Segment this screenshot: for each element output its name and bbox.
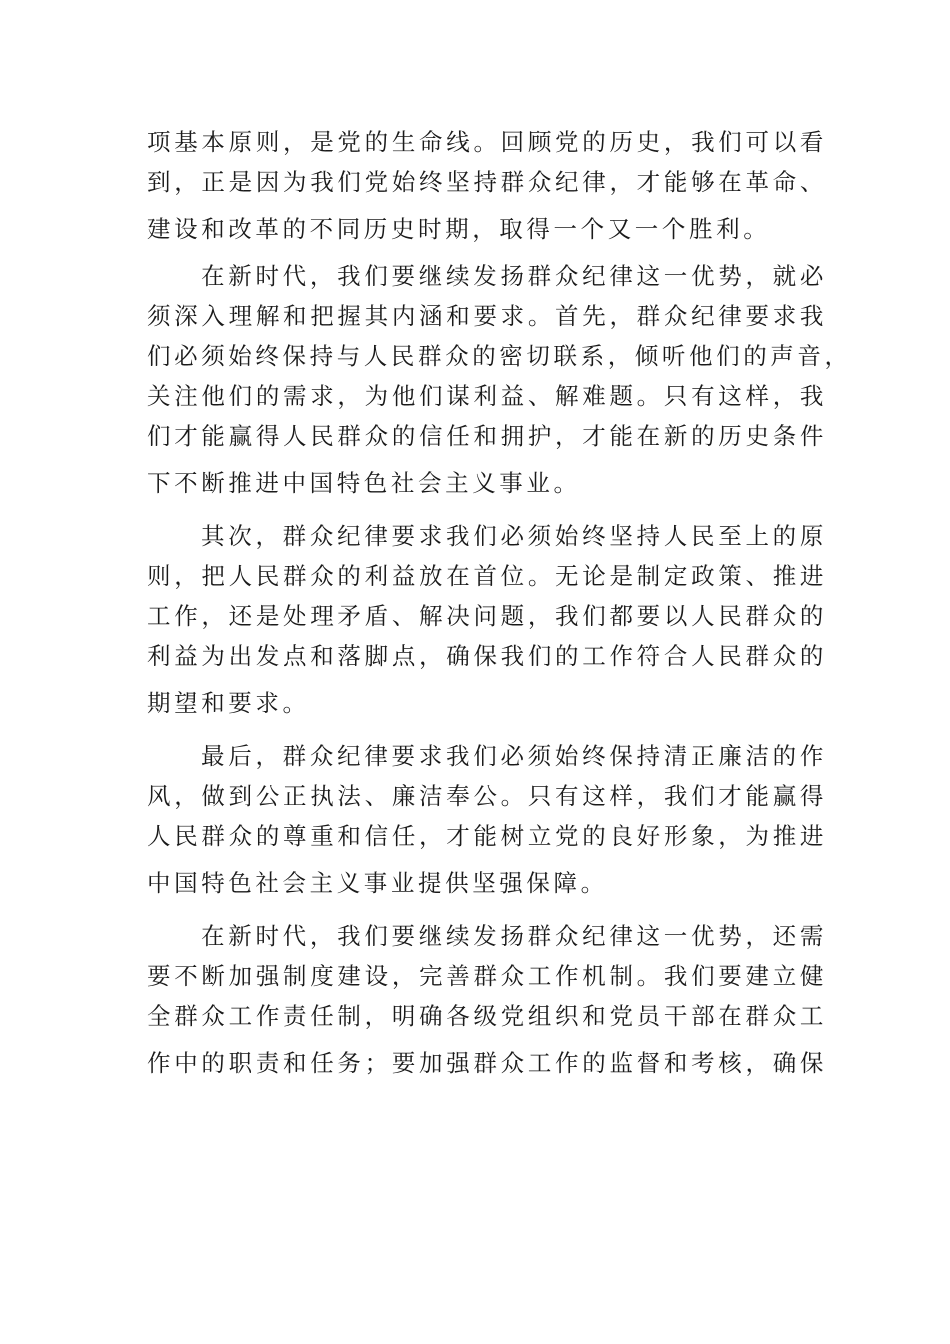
text-line: 下不断推进中国特色社会主义事业。 — [147, 469, 581, 497]
paragraph-5 — [147, 916, 827, 1083]
text-line: 期望和要求。 — [147, 689, 310, 717]
text-line: 要不断加强制度建设，完善群众工作机制。我们要建立健 — [147, 962, 827, 990]
text-line: 们才能赢得人民群众的信任和拥护，才能在新的历史条件 — [147, 422, 827, 450]
text-line: 中国特色社会主义事业提供坚强保障。 — [147, 869, 608, 897]
document-body — [147, 122, 852, 1083]
text-line: 关注他们的需求，为他们谋利益、解难题。只有这样，我 — [147, 382, 827, 410]
text-line: 项基本原则，是党的生命线。回顾党的历史，我们可以看 — [147, 128, 827, 156]
text-line: 工作，还是处理矛盾、解决问题，我们都要以人民群众的 — [147, 602, 827, 630]
paragraph-1 — [147, 122, 827, 249]
text-line: 其次，群众纪律要求我们必须始终坚持人民至上的原 — [201, 522, 827, 550]
text-line: 利益为出发点和落脚点，确保我们的工作符合人民群众的 — [147, 642, 827, 670]
text-line: 作中的职责和任务；要加强群众工作的监督和考核，确保 — [147, 1049, 827, 1077]
text-line: 在新时代，我们要继续发扬群众纪律这一优势，就必 — [201, 262, 827, 290]
text-line: 则，把人民群众的利益放在首位。无论是制定政策、推进 — [147, 562, 827, 590]
text-line: 全群众工作责任制，明确各级党组织和党员干部在群众工 — [147, 1002, 827, 1030]
text-line: 建设和改革的不同历史时期，取得一个又一个胜利。 — [147, 215, 771, 243]
text-line: 在新时代，我们要继续发扬群众纪律这一优势，还需 — [201, 922, 827, 950]
text-line: 人民群众的尊重和信任，才能树立党的良好形象，为推进 — [147, 822, 827, 850]
paragraph-2 — [147, 256, 852, 503]
paragraph-3 — [147, 516, 827, 723]
paragraph-4 — [147, 736, 827, 903]
text-line: 须深入理解和把握其内涵和要求。首先，群众纪律要求我 — [147, 302, 827, 330]
text-line: 最后，群众纪律要求我们必须始终保持清正廉洁的作 — [201, 742, 827, 770]
text-line: 到，正是因为我们党始终坚持群众纪律，才能够在革命、 — [147, 168, 827, 196]
text-line: 们必须始终保持与人民群众的密切联系，倾听他们的声音， — [147, 342, 852, 370]
text-line: 风，做到公正执法、廉洁奉公。只有这样，我们才能赢得 — [147, 782, 827, 810]
